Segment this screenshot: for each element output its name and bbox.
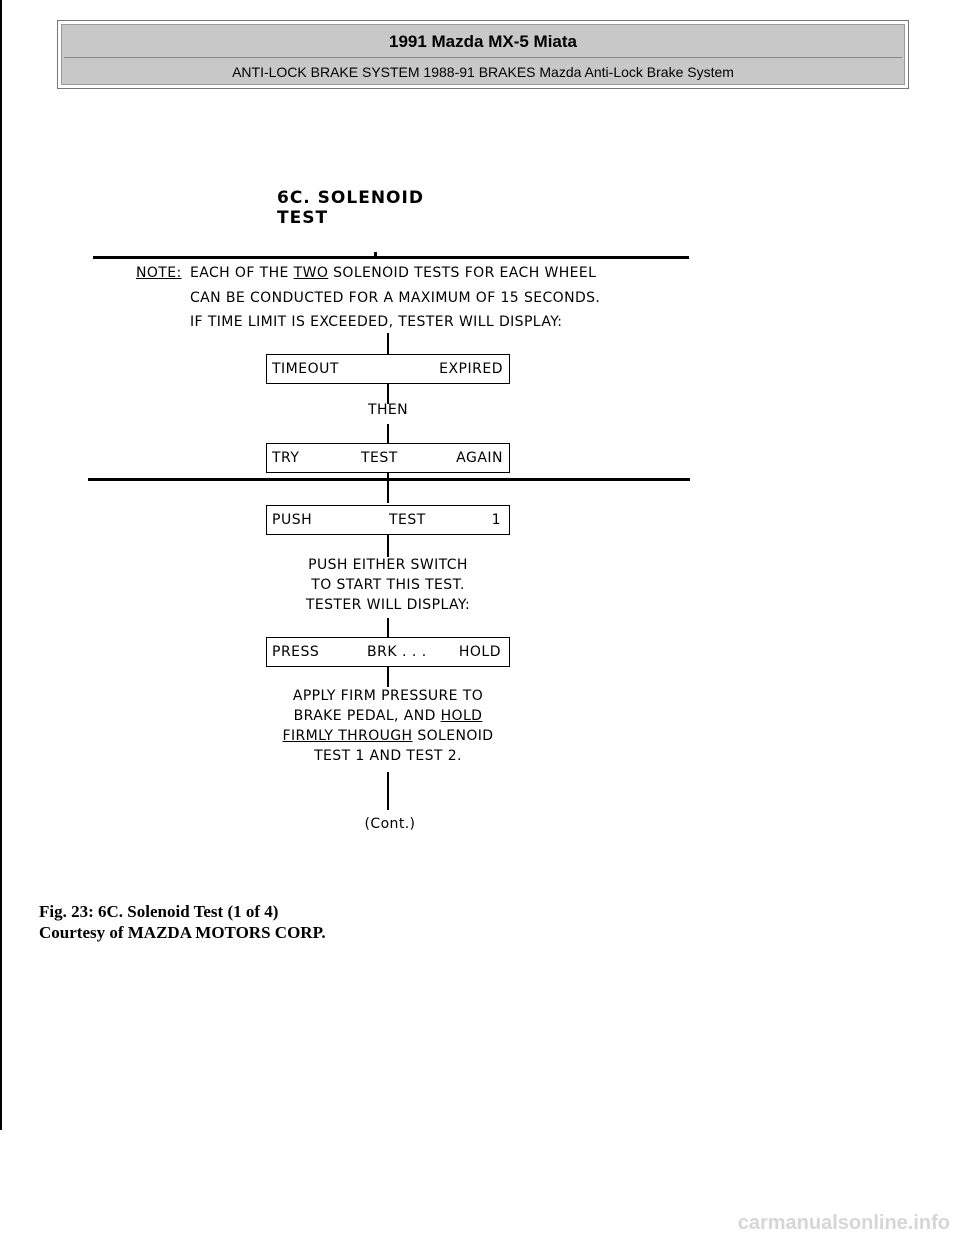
continued-label: (Cont.) [364, 816, 416, 832]
flow-connector [387, 333, 389, 355]
top-divider-rule [93, 256, 689, 259]
page-header [57, 20, 909, 89]
step3-line-2: BRAKE PEDAL, AND HOLD [293, 708, 483, 724]
caption-line-2: Courtesy of MAZDA MOTORS CORP. [39, 923, 326, 942]
note-line-2: CAN BE CONDUCTED FOR A MAXIMUM OF 15 SECONDS. [190, 290, 601, 306]
flow-connector [387, 772, 389, 810]
page-left-border [0, 0, 2, 1130]
header-subtitle: ANTI-LOCK BRAKE SYSTEM 1988-91 BRAKES Mazda Anti-Lock Brake System [232, 64, 734, 80]
note-line-1: EACH OF THE TWO SOLENOID TESTS FOR EACH WHEEL [190, 265, 597, 281]
step2-line-3: TESTER WILL DISPLAY: [305, 597, 471, 613]
step2-line-1: PUSH EITHER SWITCH [308, 557, 468, 573]
flow-connector [387, 473, 389, 503]
step3-line-3: FIRMLY THROUGH SOLENOID [282, 728, 494, 744]
caption-line-1: Fig. 23: 6C. Solenoid Test (1 of 4) [39, 902, 279, 921]
display-box-timeout-expired: TIMEOUT EXPIRED [266, 354, 510, 384]
display-box-push-test-1: PUSH TEST 1 [266, 505, 510, 535]
then-label: THEN [368, 402, 408, 418]
flow-connector [387, 535, 389, 557]
header-divider [64, 57, 902, 58]
note-label: NOTE: [136, 265, 182, 281]
note-line-3: IF TIME LIMIT IS EXCEEDED, TESTER WILL DISPLAY: [190, 314, 563, 330]
step3-line-4: TEST 1 AND TEST 2. [314, 748, 462, 764]
step2-line-2: TO START THIS TEST. [311, 577, 465, 593]
flow-connector [387, 667, 389, 687]
flow-connector [387, 384, 389, 404]
figure-title: 6C. SOLENOID TEST [277, 188, 424, 228]
flow-connector [387, 424, 389, 443]
watermark: carmanualsonline.info [737, 1212, 950, 1234]
display-box-press-brk-hold: PRESS BRK . . . HOLD [266, 637, 510, 667]
mid-divider-rule [88, 478, 690, 481]
figure-caption [39, 901, 326, 943]
display-box-try-test-again: TRY TEST AGAIN [266, 443, 510, 473]
flow-connector [387, 618, 389, 638]
header-title: 1991 Mazda MX-5 Miata [388, 32, 577, 51]
step3-line-1: APPLY FIRM PRESSURE TO [292, 688, 484, 704]
